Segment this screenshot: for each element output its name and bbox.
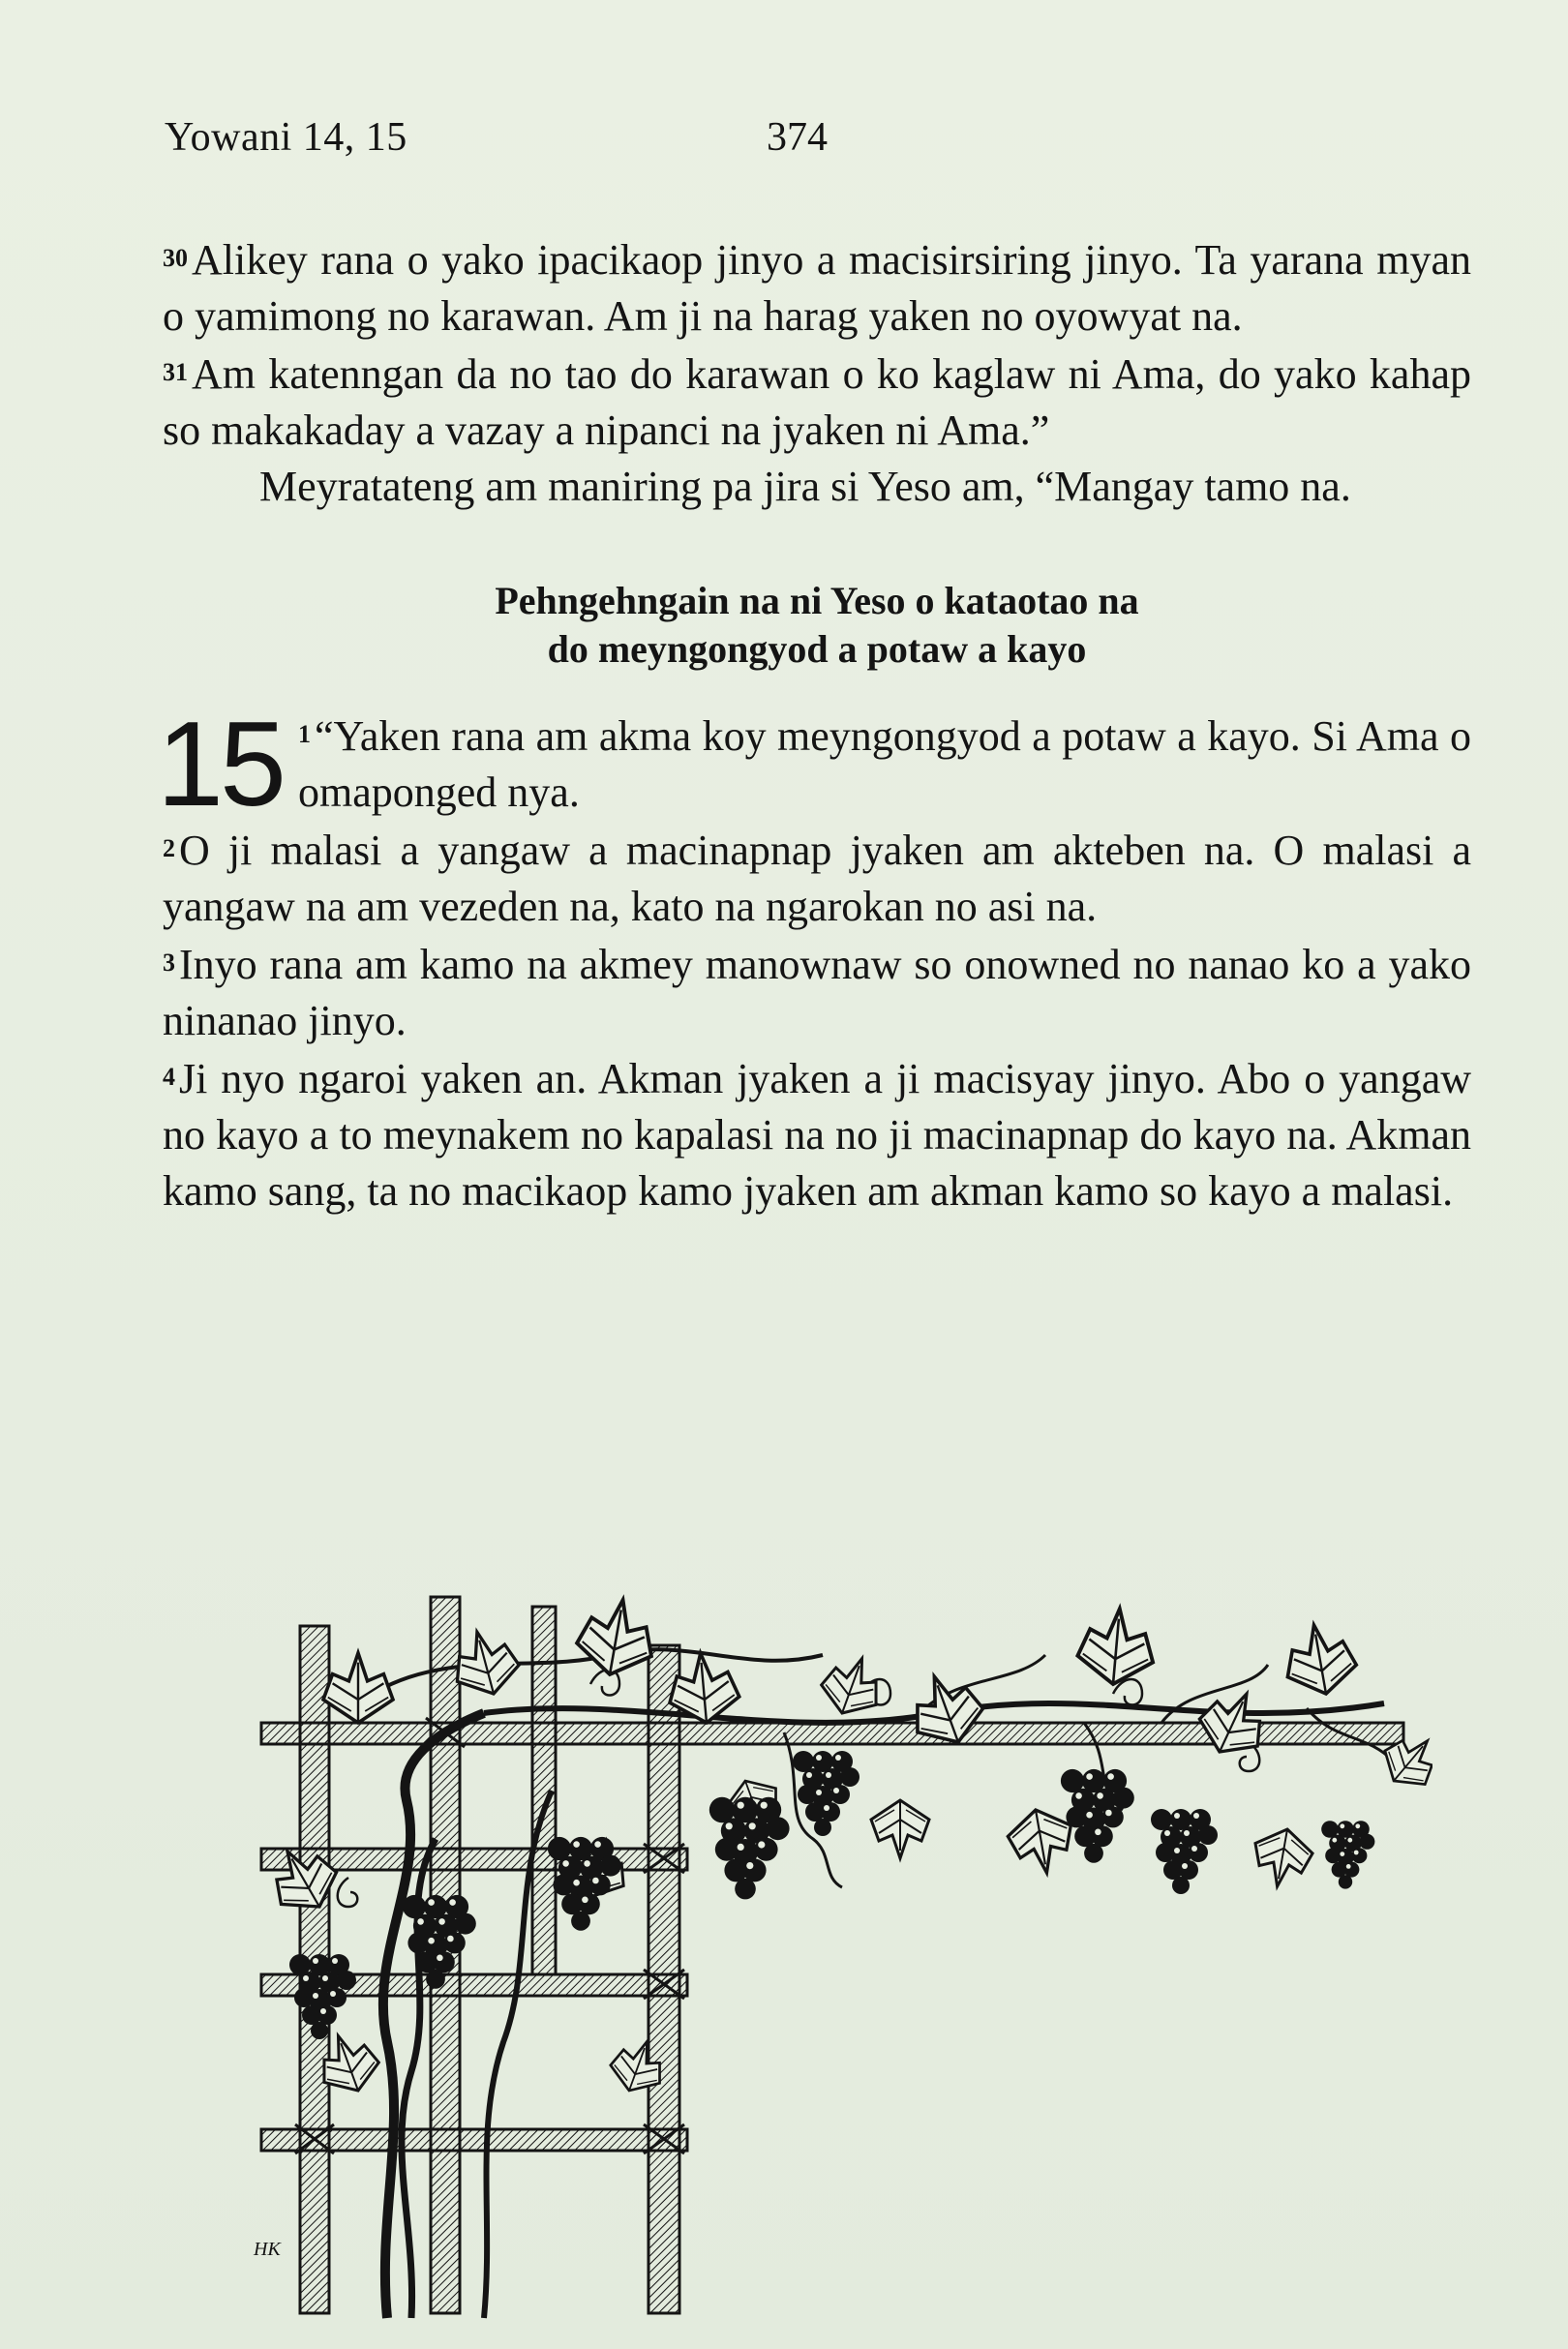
- closing-paragraph: Meyratateng am maniring pa jira si Yeso am, “Mangay tamo na.: [259, 463, 1351, 510]
- grapevine-illustration: [242, 1587, 1432, 2323]
- verse-text: Ji nyo ngaroi yaken an. Akman jyaken a ji macisyay jinyo. Abo o yangaw no kayo a to meynakem no kapalasi na no ji macinapnap do kayo na. Akman kamo sang, ta no macikaop kamo jyaken am akman kamo so kayo a malasi.: [163, 1055, 1471, 1215]
- running-head: Yowani 14, 15: [165, 115, 407, 160]
- section-heading-line-2: do meyngongyod a potaw a kayo: [547, 627, 1087, 671]
- section-heading-line-1: Pehngehngain na ni Yeso o kataotao na: [495, 579, 1139, 622]
- chapter-start: [157, 698, 1471, 831]
- verse-3: [163, 935, 1471, 1049]
- verse-text: Inyo rana am kamo na akmey manownaw so onowned no nanao ko a yako ninanao jinyo.: [163, 941, 1471, 1044]
- verse-number: 2: [163, 834, 175, 862]
- verse-31: [163, 345, 1471, 459]
- verse-4: [163, 1049, 1471, 1220]
- section-heading: [163, 577, 1471, 674]
- verse-30: [163, 230, 1471, 345]
- verse-number: 3: [163, 949, 175, 977]
- page-number: 374: [767, 115, 828, 160]
- verse-1: [298, 707, 1471, 821]
- verse-number: 31: [163, 358, 188, 386]
- verse-text: Alikey rana o yako ipacikaop jinyo a macisirsiring jinyo. Ta yarana myan o yamimong no karawan. Am ji na harag yaken no oyowyat na.: [163, 236, 1471, 340]
- verse-2: [163, 821, 1471, 935]
- verse-number: 4: [163, 1063, 175, 1091]
- verse-number: 1: [298, 720, 311, 748]
- verse-text: Am katenngan da no tao do karawan o ko kaglaw ni Ama, do yako kahap so makakaday a vazay a nipanci na jyaken ni Ama.”: [163, 350, 1471, 454]
- verse-text: “Yaken rana am akma koy meyngongyod a potaw a kayo. Si Ama o omaponged nya.: [298, 712, 1471, 816]
- scripture-text: [157, 230, 1471, 1220]
- verse-text: O ji malasi a yangaw a macinapnap jyaken am akteben na. O malasi a yangaw na am vezeden na, kato na ngarokan no asi na.: [163, 827, 1471, 930]
- artist-signature: HK: [254, 2239, 281, 2260]
- verse-number: 30: [163, 244, 188, 272]
- chapter-number: 15: [157, 698, 283, 831]
